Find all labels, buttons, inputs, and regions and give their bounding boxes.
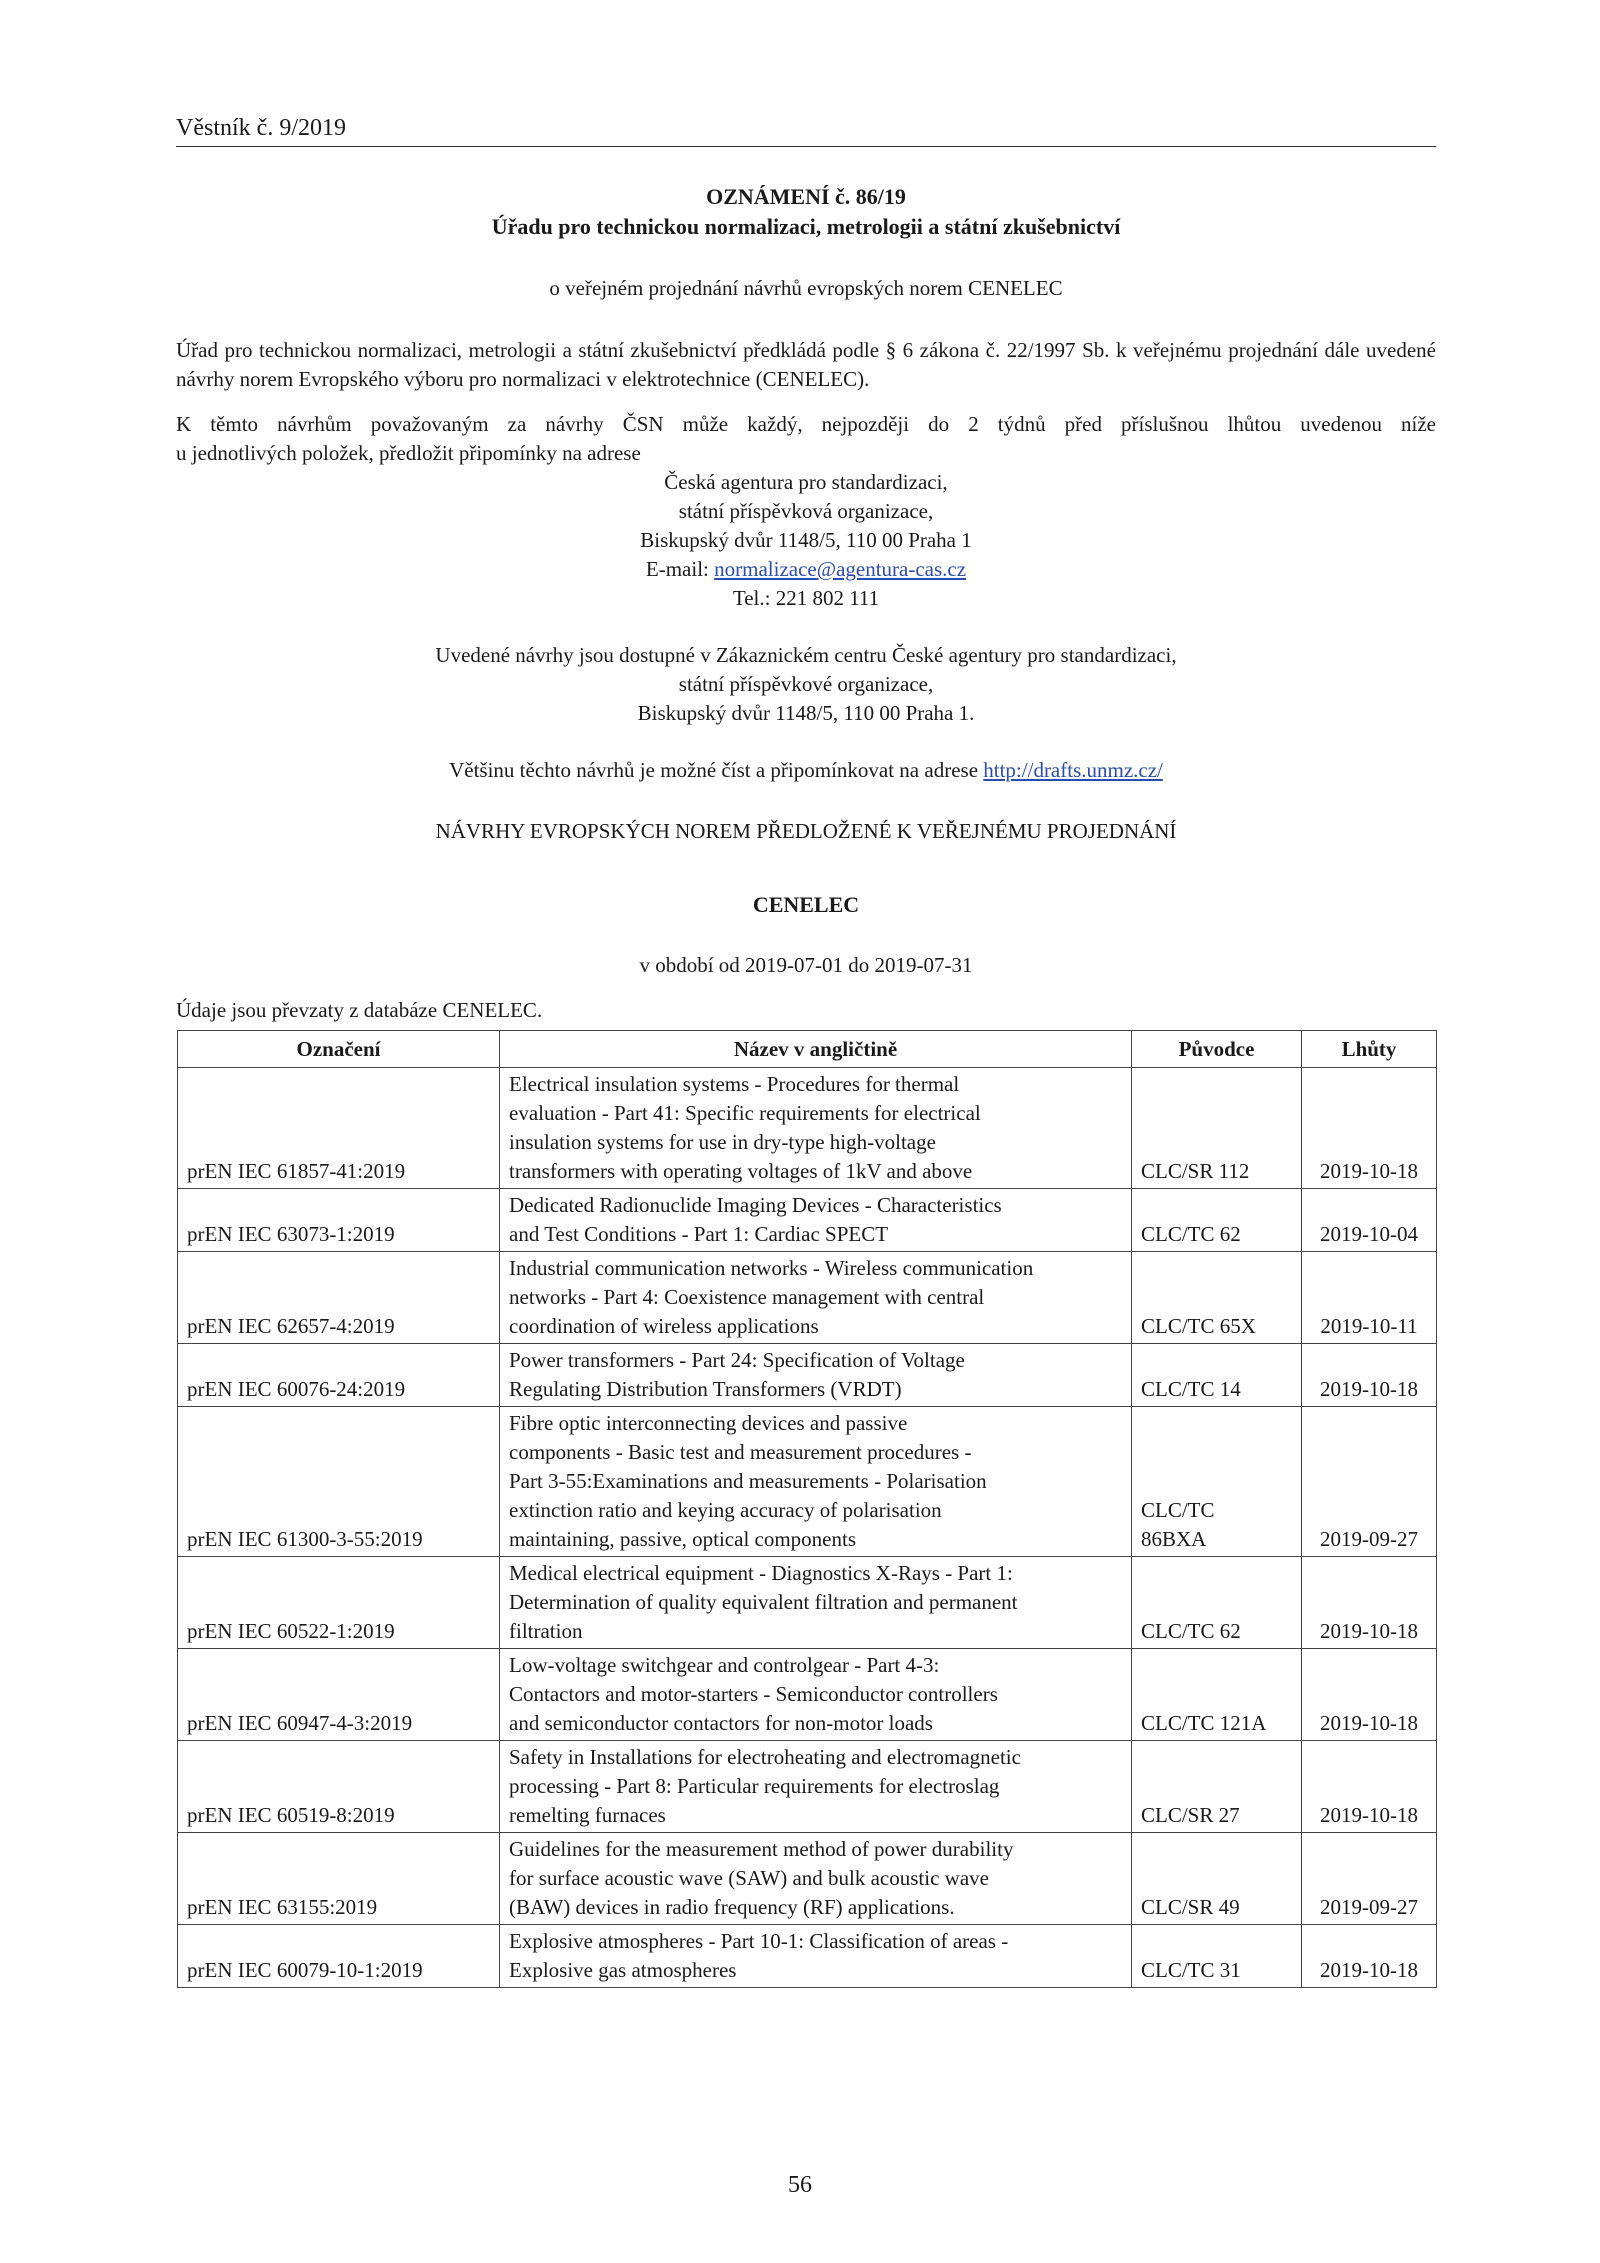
cell-english-title xyxy=(500,1252,1132,1344)
address-line-1: Česká agentura pro standardizaci, xyxy=(664,470,948,494)
title-line: insulation systems for use in dry-type high-voltage xyxy=(509,1130,936,1154)
table-row xyxy=(178,1344,1437,1407)
email-label: E-mail: xyxy=(645,557,715,581)
table-row xyxy=(178,1649,1437,1741)
page-number: 56 xyxy=(788,2172,812,2198)
title-line: evaluation - Part 41: Specific requirements for electrical xyxy=(509,1101,981,1125)
table-row xyxy=(178,1741,1437,1833)
table-row xyxy=(178,1068,1437,1189)
title-line: Low-voltage switchgear and controlgear - Part 4-3: xyxy=(509,1653,940,1677)
cell-deadline: 2019-09-27 xyxy=(1302,1833,1437,1925)
title-line: Part 3-55:Examinations and measurements - Polarisation xyxy=(509,1469,987,1493)
title-line: Contactors and motor-starters - Semiconductor controllers xyxy=(509,1682,998,1706)
cell-deadline: 2019-10-18 xyxy=(1302,1344,1437,1407)
originator-line: CLC/SR 27 xyxy=(1141,1803,1240,1827)
cell-english-title xyxy=(500,1833,1132,1925)
cell-originator xyxy=(1132,1925,1302,1988)
title-line: and semiconductor contactors for non-motor loads xyxy=(509,1711,933,1735)
cell-deadline: 2019-09-27 xyxy=(1302,1407,1437,1557)
drafts-line xyxy=(176,756,1436,785)
availability-line-2: státní příspěvkové organizace, xyxy=(678,672,934,696)
cell-english-title xyxy=(500,1407,1132,1557)
title-line: remelting furnaces xyxy=(509,1803,666,1827)
cell-originator xyxy=(1132,1741,1302,1833)
cell-deadline: 2019-10-18 xyxy=(1302,1068,1437,1189)
cell-originator xyxy=(1132,1833,1302,1925)
cell-originator xyxy=(1132,1407,1302,1557)
cell-originator xyxy=(1132,1344,1302,1407)
address-line-2: státní příspěvková organizace, xyxy=(678,499,934,523)
cell-english-title xyxy=(500,1557,1132,1649)
cell-originator xyxy=(1132,1649,1302,1741)
cell-designation: prEN IEC 60947-4-3:2019 xyxy=(178,1649,500,1741)
cell-deadline: 2019-10-11 xyxy=(1302,1252,1437,1344)
cell-originator xyxy=(1132,1068,1302,1189)
announcement-authority: Úřadu pro technickou normalizaci, metrologii a státní zkušebnictví xyxy=(491,214,1121,239)
title-line: and Test Conditions - Part 1: Cardiac SPECT xyxy=(509,1222,889,1246)
originator-line: CLC/TC 65X xyxy=(1141,1314,1256,1338)
title-line: maintaining, passive, optical components xyxy=(509,1527,857,1551)
title-line: Regulating Distribution Transformers (VRDT) xyxy=(509,1377,902,1401)
address-line-3: Biskupský dvůr 1148/5, 110 00 Praha 1 xyxy=(640,528,972,552)
cell-english-title xyxy=(500,1189,1132,1252)
announcement-subject: o veřejném projednání návrhů evropských norem CENELEC xyxy=(549,276,1063,300)
cell-english-title xyxy=(500,1649,1132,1741)
title-line: transformers with operating voltages of 1kV and above xyxy=(509,1159,973,1183)
comments-paragraph-line2: u jednotlivých položek, předložit připomínky na adrese xyxy=(176,441,641,465)
cell-designation: prEN IEC 61300-3-55:2019 xyxy=(178,1407,500,1557)
cell-english-title xyxy=(500,1068,1132,1189)
title-line: coordination of wireless applications xyxy=(509,1314,819,1338)
drafts-link[interactable]: http://drafts.unmz.cz/ xyxy=(983,758,1163,782)
title-line: Industrial communication networks - Wireless communication xyxy=(509,1256,1034,1280)
table-body xyxy=(178,1068,1437,1988)
title-line: for surface acoustic wave (SAW) and bulk acoustic wave xyxy=(509,1866,989,1890)
standards-table-wrapper xyxy=(177,1030,1436,1988)
table-row xyxy=(178,1833,1437,1925)
section-period: v období od 2019-07-01 do 2019-07-31 xyxy=(639,953,973,977)
section-heading: NÁVRHY EVROPSKÝCH NOREM PŘEDLOŽENÉ K VEŘEJNÉMU PROJEDNÁNÍ xyxy=(435,819,1177,843)
section-org: CENELEC xyxy=(752,892,860,917)
email-link[interactable]: normalizace@agentura-cas.cz xyxy=(714,557,967,581)
bulletin-header: Věstník č. 9/2019 xyxy=(176,115,346,141)
announcement-number: OZNÁMENÍ č. 86/19 xyxy=(706,184,906,209)
title-line: extinction ratio and keying accuracy of polarisation xyxy=(509,1498,942,1522)
title-line: Dedicated Radionuclide Imaging Devices - Characteristics xyxy=(509,1193,1002,1217)
title-line: Explosive atmospheres - Part 10-1: Classification of areas - xyxy=(509,1929,1009,1953)
title-line: networks - Part 4: Coexistence management with central xyxy=(509,1285,985,1309)
title-line: Medical electrical equipment - Diagnostics X-Rays - Part 1: xyxy=(509,1561,1013,1585)
availability-line-3: Biskupský dvůr 1148/5, 110 00 Praha 1. xyxy=(637,701,975,725)
cell-designation: prEN IEC 60079-10-1:2019 xyxy=(178,1925,500,1988)
header-originator: Původce xyxy=(1132,1031,1302,1068)
header-designation: Označení xyxy=(178,1031,500,1068)
cell-designation: prEN IEC 63073-1:2019 xyxy=(178,1189,500,1252)
cell-designation: prEN IEC 60522-1:2019 xyxy=(178,1557,500,1649)
cell-deadline: 2019-10-04 xyxy=(1302,1189,1437,1252)
cell-designation: prEN IEC 62657-4:2019 xyxy=(178,1252,500,1344)
originator-line: CLC/TC 62 xyxy=(1141,1619,1241,1643)
title-line: Safety in Installations for electroheating and electromagnetic xyxy=(509,1745,1021,1769)
cell-english-title xyxy=(500,1344,1132,1407)
cell-deadline: 2019-10-18 xyxy=(1302,1649,1437,1741)
cell-originator xyxy=(1132,1252,1302,1344)
header-divider xyxy=(176,146,1436,147)
table-row xyxy=(178,1407,1437,1557)
originator-line: CLC/TC 31 xyxy=(1141,1958,1241,1982)
cell-deadline: 2019-10-18 xyxy=(1302,1925,1437,1988)
title-line: Determination of quality equivalent filtration and permanent xyxy=(509,1590,1018,1614)
standards-table xyxy=(177,1030,1437,1988)
cell-deadline: 2019-10-18 xyxy=(1302,1557,1437,1649)
table-header-row xyxy=(178,1031,1437,1068)
header-deadline: Lhůty xyxy=(1302,1031,1437,1068)
cell-english-title xyxy=(500,1741,1132,1833)
table-row xyxy=(178,1557,1437,1649)
originator-line: 86BXA xyxy=(1141,1527,1207,1551)
title-line: Power transformers - Part 24: Specification of Voltage xyxy=(509,1348,965,1372)
table-row xyxy=(178,1189,1437,1252)
availability-line-1: Uvedené návrhy jsou dostupné v Zákaznickém centru České agentury pro standardizaci, xyxy=(435,643,1177,667)
title-line: Explosive gas atmospheres xyxy=(509,1958,737,1982)
originator-line: CLC/TC 121A xyxy=(1141,1711,1267,1735)
source-note: Údaje jsou převzaty z databáze CENELEC. xyxy=(176,998,543,1022)
title-line: Guidelines for the measurement method of power durability xyxy=(509,1837,1014,1861)
title-line: (BAW) devices in radio frequency (RF) applications. xyxy=(509,1895,955,1919)
table-row xyxy=(178,1252,1437,1344)
cell-designation: prEN IEC 60519-8:2019 xyxy=(178,1741,500,1833)
drafts-text: Většinu těchto návrhů je možné číst a připomínkovat na adrese xyxy=(449,758,984,782)
comments-paragraph-line1: K těmto návrhům považovaným za návrhy ČSN může každý, nejpozději do 2 týdnů před příslušnou lhůtou uvedenou níže xyxy=(176,412,1436,436)
cell-originator xyxy=(1132,1189,1302,1252)
cell-designation: prEN IEC 63155:2019 xyxy=(178,1833,500,1925)
title-line: components - Basic test and measurement procedures - xyxy=(509,1440,972,1464)
originator-line: CLC/TC 62 xyxy=(1141,1222,1241,1246)
title-line: processing - Part 8: Particular requirements for electroslag xyxy=(509,1774,1000,1798)
originator-line: CLC/SR 112 xyxy=(1141,1159,1250,1183)
table-row xyxy=(178,1925,1437,1988)
address-phone: Tel.: 221 802 111 xyxy=(732,586,880,610)
cell-designation: prEN IEC 61857-41:2019 xyxy=(178,1068,500,1189)
cell-english-title xyxy=(500,1925,1132,1988)
originator-line: CLC/TC 14 xyxy=(1141,1377,1241,1401)
originator-line: CLC/SR 49 xyxy=(1141,1895,1240,1919)
title-line: Electrical insulation systems - Procedures for thermal xyxy=(509,1072,960,1096)
originator-line: CLC/TC xyxy=(1141,1498,1215,1522)
title-line: Fibre optic interconnecting devices and passive xyxy=(509,1411,908,1435)
intro-paragraph: Úřad pro technickou normalizaci, metrologii a státní zkušebnictví předkládá podle § 6 zákona č. 22/1997 Sb. k veřejnému projednání dále uvedené návrhy norem Evropského výboru pro normalizaci v elektrotechnice (CENELEC). xyxy=(176,338,1436,391)
address-email-line xyxy=(176,555,1436,584)
cell-deadline: 2019-10-18 xyxy=(1302,1741,1437,1833)
header-english-title: Název v angličtině xyxy=(500,1031,1132,1068)
title-line: filtration xyxy=(509,1619,583,1643)
cell-originator xyxy=(1132,1557,1302,1649)
cell-designation: prEN IEC 60076-24:2019 xyxy=(178,1344,500,1407)
